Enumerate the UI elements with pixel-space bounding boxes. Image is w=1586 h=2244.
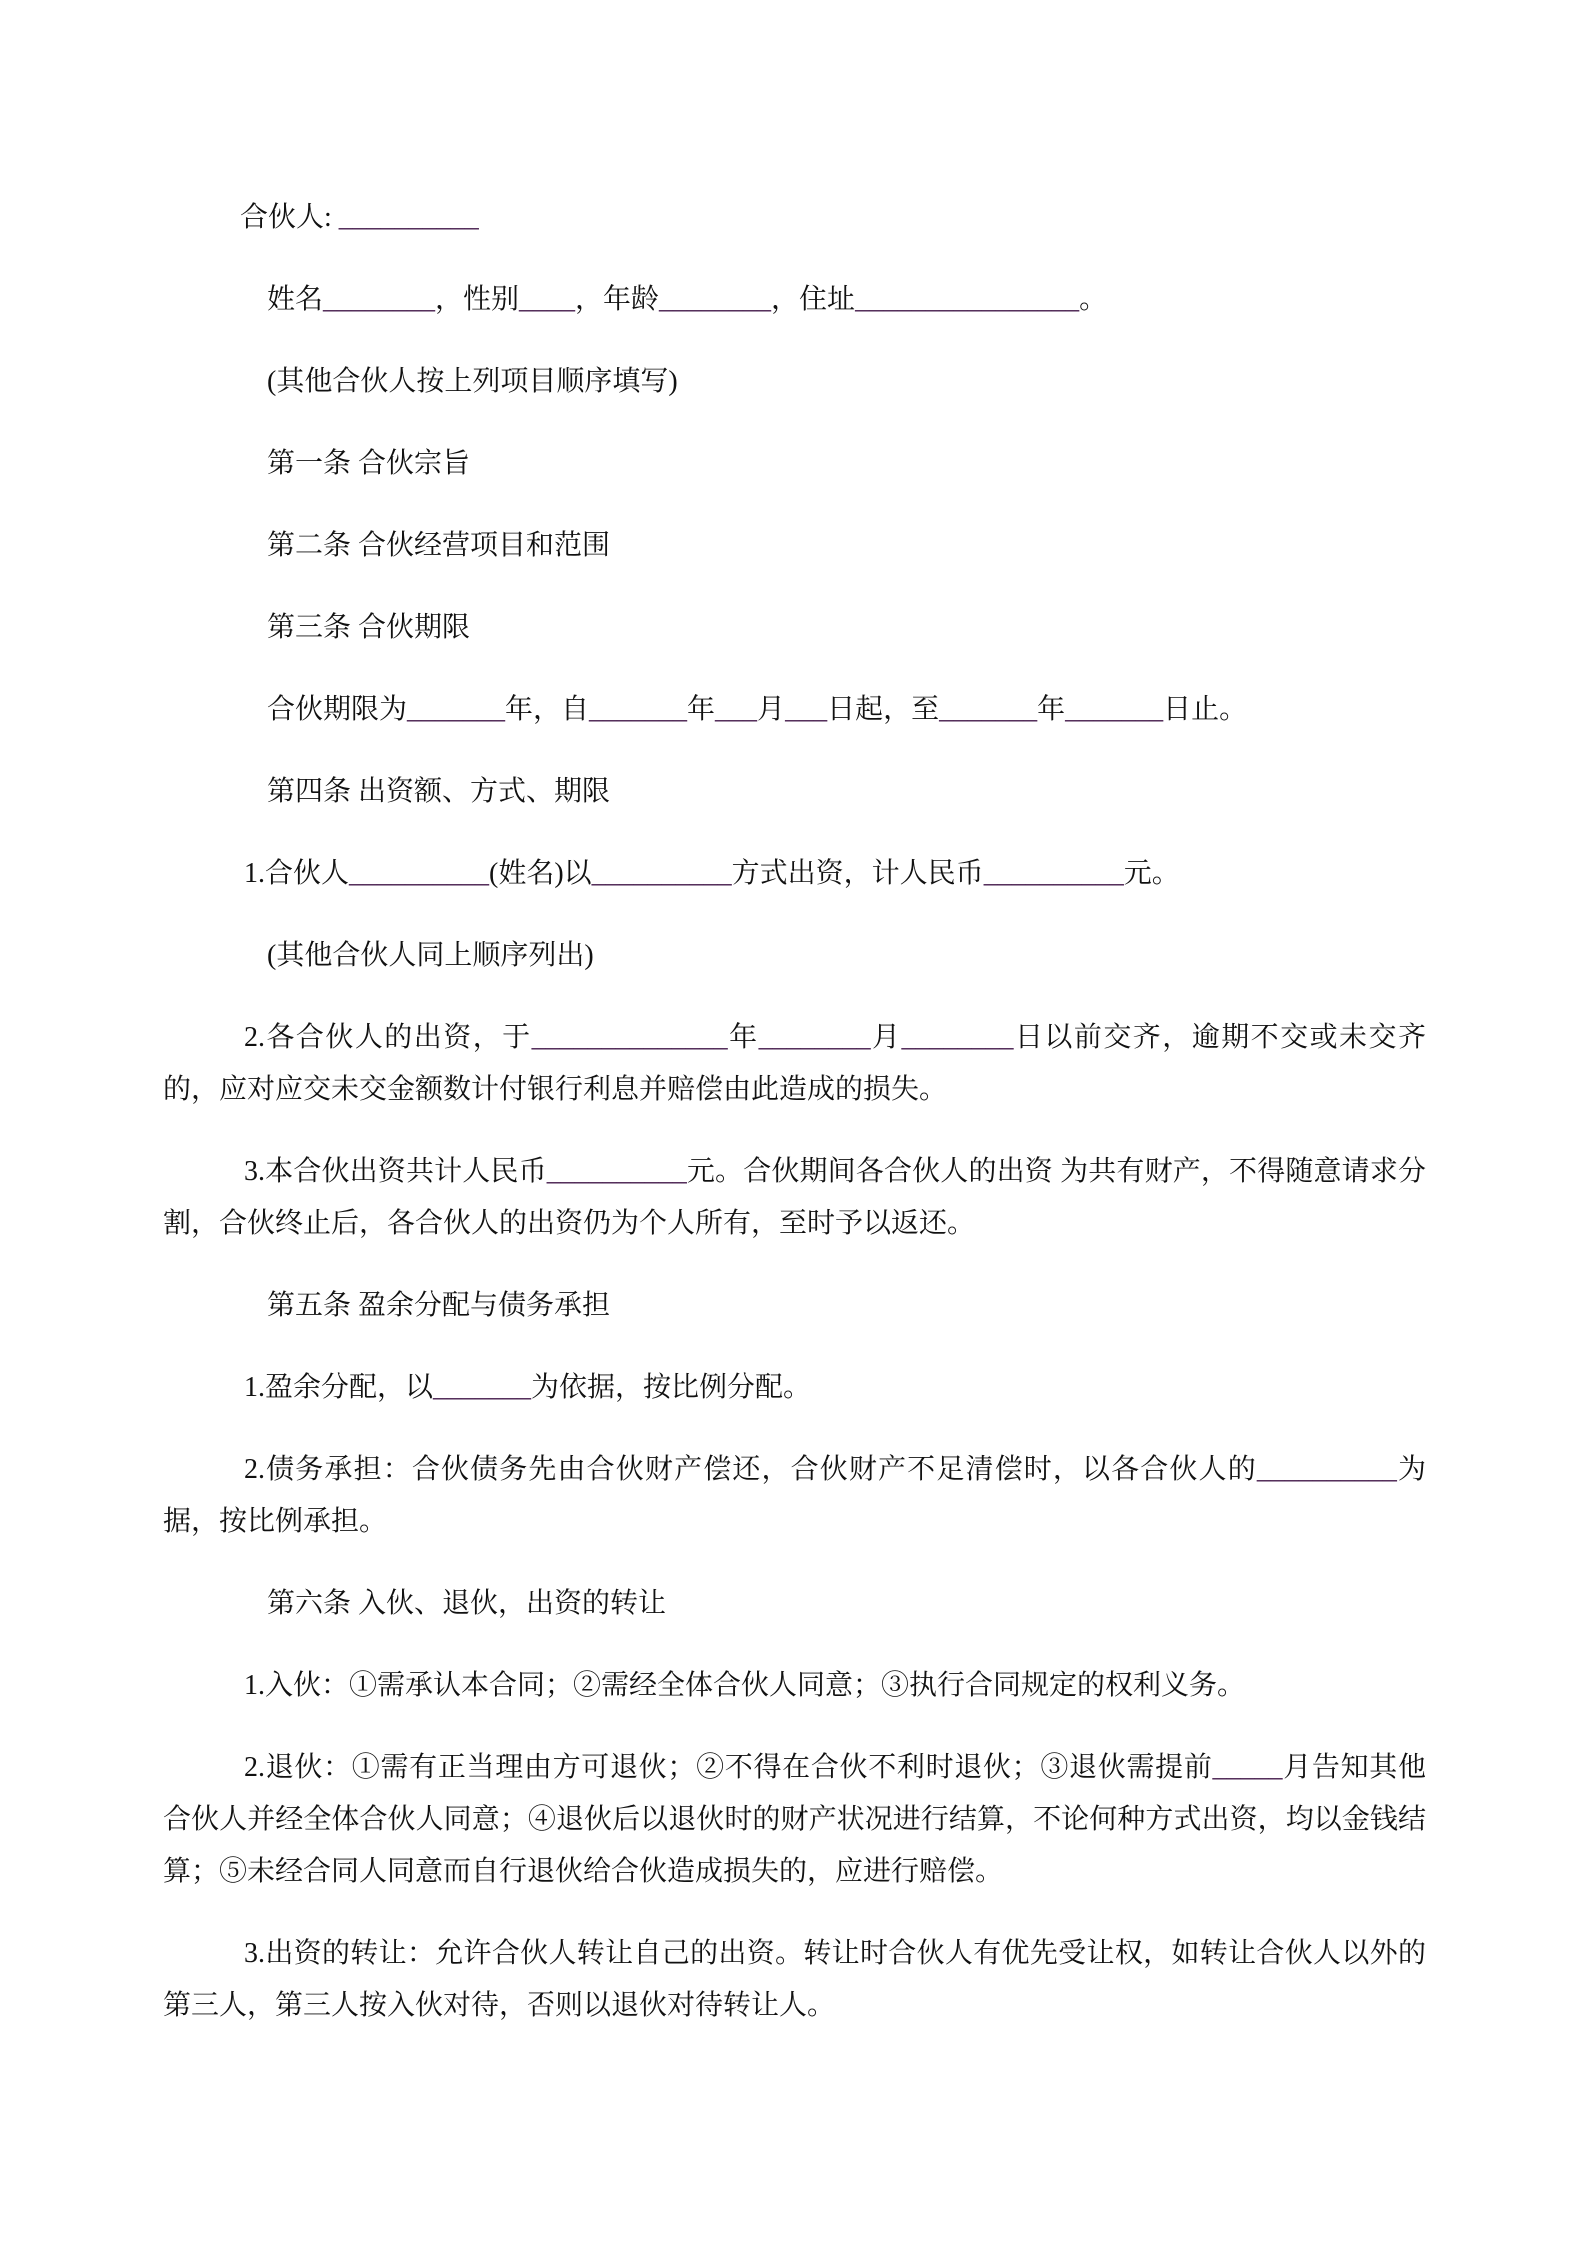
blank-field[interactable]: __________	[983, 858, 1124, 889]
blank-field[interactable]: ________	[323, 284, 436, 315]
blank-field[interactable]: __________	[546, 1156, 687, 1187]
paragraph: 2.退伙：①需有正当理由方可退伙；②不得在合伙不利时退伙；③退伙需提前_____月告知其他合伙人并经全体合伙人同意；④退伙后以退伙时的财产状况进行结算，不论何种方式出资，均以金钱结算；⑤未经合同人同意而自行退伙给合伙造成损失的，应进行赔偿。	[163, 1752, 1426, 1887]
paragraph: (其他合伙人按上列项目顺序填写)	[267, 366, 678, 397]
paragraph: 合伙期限为_______年，自_______年___月___日起，至_______年_______日止。	[267, 694, 1248, 725]
blank-field[interactable]: ________	[758, 1022, 871, 1053]
blank-field[interactable]: _______	[939, 694, 1038, 725]
clause-heading: 第二条 合伙经营项目和范围	[267, 530, 611, 561]
paragraph: 2.各合伙人的出资，于______________年________月________日以前交齐，逾期不交或未交齐的，应对应交未交金额数计付银行利息并赔偿由此造成的损失。	[163, 1022, 1426, 1105]
paragraph: 姓名________，性别____，年龄________，住址________________。	[267, 284, 1108, 315]
blank-field[interactable]: ______________	[531, 1022, 728, 1053]
paragraph: 1.合伙人__________(姓名)以__________方式出资，计人民币__________元。	[244, 858, 1180, 889]
blank-field[interactable]: _______	[407, 694, 506, 725]
contract-body	[163, 192, 1426, 2032]
blank-field[interactable]: ___	[715, 694, 758, 725]
clause-heading: 第四条 出资额、方式、期限	[267, 776, 611, 807]
paragraph: 1.盈余分配，以_______为依据，按比例分配。	[244, 1372, 812, 1403]
blank-field[interactable]: _______	[589, 694, 688, 725]
paragraph: 合伙人: __________	[240, 202, 479, 233]
paragraph: 2.债务承担：合伙债务先由合伙财产偿还，合伙财产不足清偿时，以各合伙人的__________为据，按比例承担。	[163, 1454, 1426, 1537]
paragraph: 3.本合伙出资共计人民币__________元。合伙期间各合伙人的出资 为共有财产，不得随意请求分割，合伙终止后，各合伙人的出资仍为个人所有，至时予以返还。	[163, 1156, 1426, 1239]
blank-field[interactable]: __________	[349, 858, 490, 889]
paragraph: (其他合伙人同上顺序列出)	[267, 940, 594, 971]
paragraph: 1.入伙：①需承认本合同；②需经全体合伙人同意；③执行合同规定的权利义务。	[244, 1670, 1246, 1701]
clause-heading: 第一条 合伙宗旨	[267, 448, 471, 479]
blank-field[interactable]: ________	[901, 1022, 1014, 1053]
clause-heading: 第五条 盈余分配与债务承担	[267, 1290, 611, 1321]
paragraph: 3.出资的转让：允许合伙人转让自己的出资。转让时合伙人有优先受让权，如转让合伙人以外的第三人，第三人按入伙对待，否则以退伙对待转让人。	[163, 1938, 1426, 2021]
blank-field[interactable]: _____	[1212, 1752, 1283, 1783]
blank-field[interactable]: ____	[519, 284, 576, 315]
blank-field[interactable]: __________	[338, 202, 479, 233]
blank-field[interactable]: __________	[591, 858, 732, 889]
blank-field[interactable]: ________	[659, 284, 772, 315]
clause-heading: 第三条 合伙期限	[267, 612, 471, 643]
blank-field[interactable]: ___	[785, 694, 828, 725]
clause-heading: 第六条 入伙、退伙，出资的转让	[267, 1588, 667, 1619]
blank-field[interactable]: __________	[1256, 1454, 1397, 1485]
blank-field[interactable]: ________________	[855, 284, 1080, 315]
blank-field[interactable]: _______	[1065, 694, 1164, 725]
blank-field[interactable]: _______	[433, 1372, 532, 1403]
